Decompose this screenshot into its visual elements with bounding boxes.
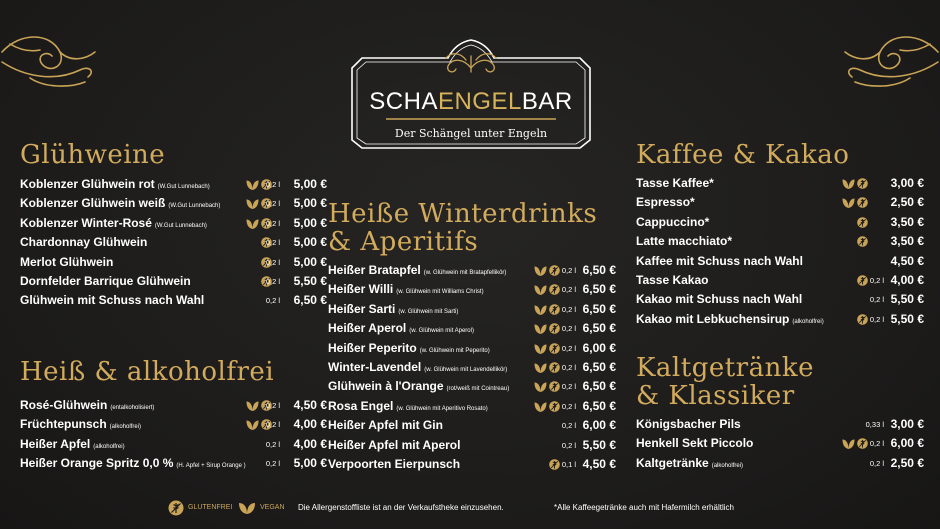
diet-icons xyxy=(857,217,868,229)
item-name-text: Rosa Engel xyxy=(328,398,394,413)
item-volume: 0,2 l xyxy=(265,439,280,449)
item-note: (W.Gut Lunnebach) xyxy=(157,184,210,190)
item-volume: 0,2 l xyxy=(869,458,884,468)
item-price: 5,00 € xyxy=(293,456,327,471)
item-name-text: Verpoorten Eierpunsch xyxy=(328,456,461,471)
menu-item xyxy=(328,377,620,396)
item-name xyxy=(636,213,709,232)
item-name-text: Dornfelder Barrique Glühwein xyxy=(20,273,191,288)
item-name xyxy=(636,193,695,212)
item-note: (w. Glühwein mit Bratapfellikör) xyxy=(423,270,507,276)
menu-item xyxy=(20,194,327,213)
item-price: 4,00 € xyxy=(293,436,327,451)
item-note: (alkoholfrei) xyxy=(711,462,744,469)
item-price: 6,50 € xyxy=(293,293,327,308)
item-name xyxy=(20,454,246,476)
item-name-text: Rosé-Glühwein xyxy=(20,398,108,412)
item-volume: 0,2 l xyxy=(265,218,280,228)
item-volume: 0,2 l xyxy=(561,421,576,431)
item-name xyxy=(636,232,732,251)
menu-item xyxy=(636,193,926,212)
item-name-text: Kaltgetränke xyxy=(636,455,709,470)
section-title-alkoholfrei: Heiß & alkoholfrei xyxy=(20,357,275,387)
item-name-text: Koblenzer Glühwein weiß xyxy=(20,196,166,211)
item-volume: 0,2 l xyxy=(265,296,280,306)
menu-list-alkoholfrei xyxy=(20,396,327,474)
vegan-leaf-icon xyxy=(534,401,547,412)
item-name-text: Heißer Willi xyxy=(328,282,394,297)
item-note: (W.Gut Lunnebach) xyxy=(154,222,207,229)
item-price: 5,00 € xyxy=(293,254,327,269)
item-name-text: Espresso* xyxy=(636,195,695,210)
item-note: (w. Glühwein mit Peperito) xyxy=(419,347,490,354)
diet-icons xyxy=(857,236,868,248)
item-volume: 0,2 l xyxy=(561,362,576,372)
item-volume: 0,2 l xyxy=(265,420,280,430)
item-price: 6,50 € xyxy=(582,321,616,336)
vegan-leaf-icon xyxy=(534,362,547,373)
gluten-free-icon xyxy=(168,500,184,516)
menu-item xyxy=(636,271,926,290)
item-name-text: Winter-Lavendel xyxy=(328,359,422,374)
item-name-text: Heißer Apfel xyxy=(20,436,91,451)
item-price: 6,00 € xyxy=(582,340,616,355)
item-note: (alkoholfrei) xyxy=(93,443,125,450)
item-volume: 0,2 l xyxy=(265,276,280,286)
item-volume: 0,33 l xyxy=(865,420,884,429)
item-name-text: Henkell Sekt Piccolo xyxy=(636,436,754,451)
item-name xyxy=(328,416,443,435)
item-name-text: Königsbacher Pils xyxy=(636,417,741,431)
item-volume: 0,2 l xyxy=(265,199,280,209)
vegan-leaf-icon xyxy=(842,178,855,189)
item-price: 5,00 € xyxy=(293,215,327,230)
item-volume: 0,2 l xyxy=(265,257,280,267)
item-note: (alkoholfrei) xyxy=(792,318,824,325)
menu-item xyxy=(636,290,926,309)
item-name xyxy=(20,233,147,252)
item-price: 6,00 € xyxy=(582,418,616,433)
menu-item xyxy=(636,213,926,232)
item-name-text: Latte macchiato* xyxy=(636,234,733,249)
diet-icons xyxy=(842,178,868,190)
vegan-leaf-icon xyxy=(246,218,259,229)
item-name-text: Heißer Bratapfel xyxy=(328,263,421,277)
item-volume: 0,2 l xyxy=(561,440,576,450)
item-price: 2,50 € xyxy=(890,195,924,210)
item-price: 6,50 € xyxy=(582,379,616,394)
item-volume: 0,2 l xyxy=(265,459,280,469)
item-price: 5,50 € xyxy=(890,292,924,307)
item-price: 5,50 € xyxy=(890,311,924,326)
menu-item xyxy=(20,272,327,291)
menu-item xyxy=(20,291,327,310)
item-volume: 0,2 l xyxy=(265,238,280,248)
item-price: 6,50 € xyxy=(582,359,616,374)
item-price: 4,50 € xyxy=(582,456,616,471)
menu-list-winterdrinks xyxy=(328,261,620,474)
menu-list-gluehweine xyxy=(20,175,327,311)
item-price: 5,00 € xyxy=(293,235,327,250)
section-title-winterdrinks: Heiße Winterdrinks & Aperitifs xyxy=(328,199,598,257)
item-price: 4,00 € xyxy=(890,272,924,287)
item-name-text: Heißer Sarti xyxy=(328,301,396,316)
item-name xyxy=(636,174,714,193)
menu-item xyxy=(636,174,926,193)
item-name xyxy=(636,434,753,453)
item-name-text: Heißer Apfel mit Gin xyxy=(328,418,443,433)
item-name-text: Heißer Aperol xyxy=(328,321,407,336)
menu-item xyxy=(20,435,327,454)
vegan-leaf-icon xyxy=(246,179,259,190)
item-price: 4,50 € xyxy=(890,253,924,268)
item-volume: 0,2 l xyxy=(869,314,884,324)
item-volume: 0,2 l xyxy=(265,180,280,189)
menu-item xyxy=(20,175,327,194)
item-price: 3,00 € xyxy=(890,176,924,190)
item-note: (W.Gut Lunnebach) xyxy=(168,203,221,210)
item-name-text: Früchtepunsch xyxy=(20,417,107,432)
menu-item xyxy=(20,214,327,233)
menu-item xyxy=(328,319,620,338)
item-name xyxy=(328,436,460,455)
item-price: 4,00 € xyxy=(293,417,327,432)
item-name-text: Glühwein mit Schuss nach Wahl xyxy=(20,293,205,308)
gluten-free-icon xyxy=(857,217,868,228)
item-name-text: Koblenzer Glühwein rot xyxy=(20,177,155,191)
menu-item xyxy=(328,436,620,455)
menu-item xyxy=(636,310,926,329)
item-name-text: Heißer Peperito xyxy=(328,340,417,355)
vegan-leaf-icon xyxy=(246,198,259,209)
item-price: 6,00 € xyxy=(890,436,924,451)
section-title-kaffee: Kaffee & Kakao xyxy=(636,140,850,170)
menu-item xyxy=(20,454,327,473)
menu-item xyxy=(328,300,620,319)
item-price: 6,50 € xyxy=(582,282,616,297)
menu-item xyxy=(20,233,327,252)
menu-item xyxy=(328,339,620,358)
item-note: (w. Glühwein mit Lavendellikör) xyxy=(424,366,508,373)
item-volume: 0,2 l xyxy=(561,324,576,334)
menu-item xyxy=(20,415,327,434)
item-name-text: Kakao mit Lebkuchensirup xyxy=(636,311,790,326)
item-name-text: Merlot Glühwein xyxy=(20,254,114,269)
vegan-leaf-icon xyxy=(238,501,256,515)
legend-vegan xyxy=(238,499,285,517)
item-name-text: Tasse Kakao xyxy=(636,272,709,287)
item-volume: 0,2 l xyxy=(561,343,576,353)
item-name xyxy=(636,290,802,309)
gluten-free-icon xyxy=(857,236,868,247)
item-name-text: Kakao mit Schuss nach Wahl xyxy=(636,292,803,307)
diet-icons xyxy=(842,197,868,209)
logo-wordmark: SCHAENGELBAR xyxy=(369,88,573,115)
item-note: (alkoholfrei) xyxy=(109,424,142,431)
vegan-leaf-icon xyxy=(246,419,259,430)
vegan-leaf-icon xyxy=(842,438,855,449)
menu-item xyxy=(328,358,620,377)
item-volume: 0,2 l xyxy=(561,401,576,411)
vegan-leaf-icon xyxy=(534,284,547,295)
menu-item xyxy=(328,280,620,299)
item-name-text: Glühwein à l'Orange xyxy=(328,379,444,394)
menu-item xyxy=(20,253,327,272)
section-title-gluehweine: Glühweine xyxy=(20,140,166,170)
item-price: 5,50 € xyxy=(293,273,327,288)
menu-item xyxy=(636,454,926,473)
vegan-leaf-icon xyxy=(534,265,547,276)
item-name xyxy=(636,252,803,271)
vegan-leaf-icon xyxy=(534,304,547,315)
item-price: 6,50 € xyxy=(582,263,616,277)
item-name xyxy=(636,415,741,434)
vegan-leaf-icon xyxy=(246,400,259,411)
item-note: (w. Glühwein mit Sarti) xyxy=(398,308,459,315)
item-price: 6,50 € xyxy=(582,301,616,316)
vegan-leaf-icon xyxy=(534,381,547,392)
logo-tagline: Der Schängel unter Engeln xyxy=(394,127,548,140)
item-volume: 0,2 l xyxy=(561,304,576,314)
item-price: 2,50 € xyxy=(890,455,924,470)
ornament-flourish-left xyxy=(0,22,100,92)
item-volume: 0,2 l xyxy=(561,382,576,392)
menu-item xyxy=(636,232,926,251)
item-name xyxy=(20,253,113,272)
item-price: 4,50 € xyxy=(293,398,327,412)
item-price: 5,50 € xyxy=(582,437,616,452)
menu-item xyxy=(636,434,926,453)
gluten-free-icon xyxy=(857,178,868,189)
menu-item xyxy=(20,396,327,415)
menu-item xyxy=(328,416,620,435)
menu-item xyxy=(328,397,620,416)
legend-vegan-label: VEGAN xyxy=(260,504,285,511)
gluten-free-icon xyxy=(857,197,868,208)
item-name-text: Heißer Orange Spritz 0,0 % xyxy=(20,456,174,471)
item-name-text: Cappuccino* xyxy=(636,214,710,229)
item-price: 3,50 € xyxy=(890,234,924,249)
menu-item xyxy=(328,261,620,280)
section-title-kalt: Kaltgetränke & Klassiker xyxy=(636,353,814,411)
vegan-leaf-icon xyxy=(842,197,855,208)
coffee-note: *Alle Kaffeegetränke auch mit Hafermilch erhältlich xyxy=(554,503,734,512)
item-name xyxy=(636,454,743,476)
item-price: 6,50 € xyxy=(582,398,616,413)
item-note: (w. Glühwein mit Aperol) xyxy=(409,328,474,335)
item-note: (entalkoholisiert) xyxy=(110,405,155,411)
item-volume: 0,2 l xyxy=(869,295,884,305)
item-note: (rot/weiß mit Cointreau) xyxy=(446,386,510,393)
legend-gluten-free-label: GLUTENFREI xyxy=(188,504,233,511)
item-name xyxy=(636,310,824,332)
vegan-leaf-icon xyxy=(534,343,547,354)
item-name-text: Tasse Kaffee* xyxy=(636,176,714,190)
item-name xyxy=(636,271,709,290)
item-price: 3,50 € xyxy=(890,214,924,229)
vegan-leaf-icon xyxy=(534,323,547,334)
logo xyxy=(348,28,594,150)
item-price: 3,00 € xyxy=(890,417,924,431)
menu-item xyxy=(328,455,620,474)
menu-list-kalt xyxy=(636,415,926,473)
allergen-note: Die Allergenstoffliste ist an der Verkaufstheke einzusehen. xyxy=(298,503,504,512)
item-note: (w. Glühwein mit Aperitivo Rosato) xyxy=(396,405,488,412)
item-name-text: Chardonnay Glühwein xyxy=(20,235,148,250)
menu-list-kaffee xyxy=(636,174,926,329)
item-name-text: Heißer Apfel mit Aperol xyxy=(328,437,461,452)
item-name xyxy=(20,272,191,291)
item-volume: 0,2 l xyxy=(561,285,576,295)
item-volume: 0,2 l xyxy=(869,275,884,285)
item-name-text: Kaffee mit Schuss nach Wahl xyxy=(636,253,803,268)
item-volume: 0,2 l xyxy=(869,439,884,449)
item-name xyxy=(20,291,204,310)
item-price: 5,00 € xyxy=(293,196,327,211)
item-volume: 0,2 l xyxy=(561,266,576,275)
item-note: (H. Apfel + Sirup Orange ) xyxy=(176,463,246,470)
ornament-flourish-right xyxy=(840,22,940,92)
legend-gluten-free xyxy=(168,499,232,517)
item-name xyxy=(328,455,460,474)
item-name-text: Koblenzer Winter-Rosé xyxy=(20,215,152,230)
item-volume: 0,1 l xyxy=(561,459,576,469)
item-note: (w. Glühwein mit Williams Christ) xyxy=(396,289,484,296)
item-volume: 0,2 l xyxy=(265,401,280,410)
menu-item xyxy=(636,252,926,271)
menu-item xyxy=(636,415,926,434)
item-price: 5,00 € xyxy=(293,177,327,191)
